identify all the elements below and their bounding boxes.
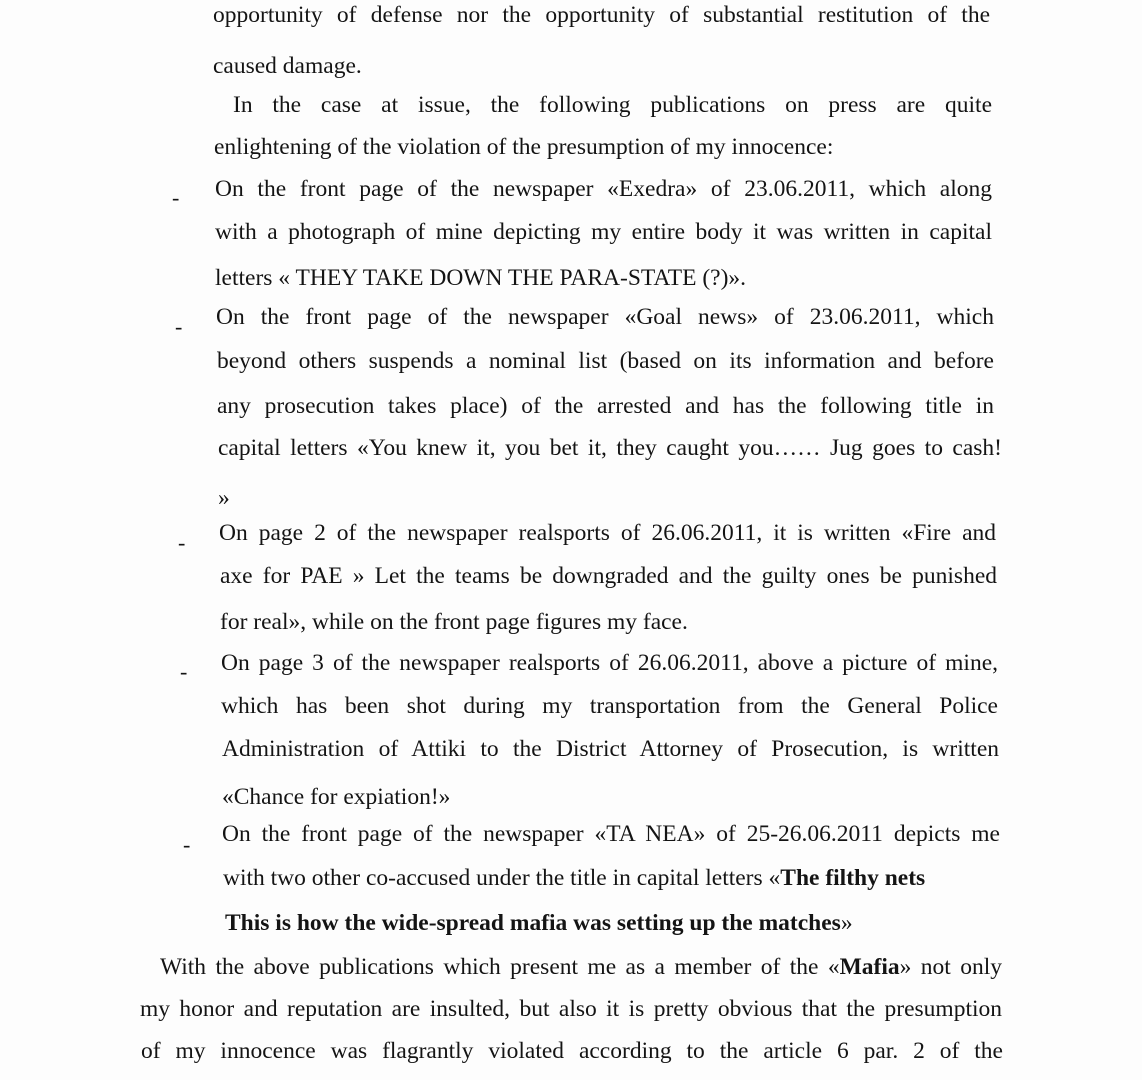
bullet-dash: - [183, 832, 191, 857]
text-line: my honor and reputation are insulted, but also it is pretty obvious that the presumption [140, 996, 1002, 1022]
quoted-title: The filthy nets [780, 865, 926, 891]
quoted-title: This is how the wide-spread mafia was setting up the matches [225, 910, 841, 936]
text-line [160, 956, 1002, 980]
bold-term: Mafia [839, 954, 900, 980]
text-line: On page 2 of the newspaper realsports of 26.06.2011, it is written «Fire and [219, 520, 996, 546]
text-line: » [218, 485, 230, 511]
text-line: with a photograph of mine depicting my entire body it was written in capital [215, 219, 992, 245]
closing-quote: » [840, 910, 853, 936]
text-line: «Chance for expiation!» [222, 784, 451, 810]
text-line: caused damage. [213, 53, 362, 79]
text-line: On page 3 of the newspaper realsports of 26.06.2011, above a picture of mine, [221, 650, 998, 676]
text-fragment: With the above publications which present me as a member of the « [160, 954, 840, 980]
text-line: enlightening of the violation of the presumption of my innocence: [214, 134, 834, 160]
text-line: In the case at issue, the following publications on press are quite [233, 92, 992, 118]
text-line: of my innocence was flagrantly violated according to the article 6 par. 2 of the [141, 1038, 1003, 1064]
text-line: capital letters «You knew it, you bet it, they caught you…… Jug goes to cash! [218, 435, 1002, 461]
bullet-dash: - [172, 185, 180, 210]
text-line [225, 912, 853, 936]
text-line: On the front page of the newspaper «Goal news» of 23.06.2011, which [216, 304, 994, 330]
text-line: On the front page of the newspaper «TA NEA» of 25-26.06.2011 depicts me [222, 821, 1000, 847]
bullet-dash: - [180, 659, 188, 684]
text-line: beyond others suspends a nominal list (based on its information and before [217, 348, 994, 374]
text-fragment: » not only [899, 954, 1003, 980]
text-line: for real», while on the front page figures my face. [220, 609, 688, 635]
text-line: Administration of Attiki to the District Attorney of Prosecution, is written [222, 736, 999, 762]
title-lead: with two other co-accused under the title in capital letters « [223, 865, 781, 891]
text-line: letters « THEY TAKE DOWN THE PARA-STATE (?)». [215, 265, 747, 291]
text-line: On the front page of the newspaper «Exedra» of 23.06.2011, which along [215, 176, 992, 202]
text-line: axe for PAE » Let the teams be downgraded and the guilty ones be punished [220, 563, 997, 589]
text-line: opportunity of defense nor the opportunity of substantial restitution of the [213, 2, 990, 28]
text-line: which has been shot during my transportation from the General Police [221, 693, 998, 719]
bullet-dash: - [178, 530, 186, 555]
text-line: any prosecution takes place) of the arrested and has the following title in [217, 393, 994, 419]
bullet-dash: - [175, 314, 183, 339]
text-line [223, 867, 1001, 891]
